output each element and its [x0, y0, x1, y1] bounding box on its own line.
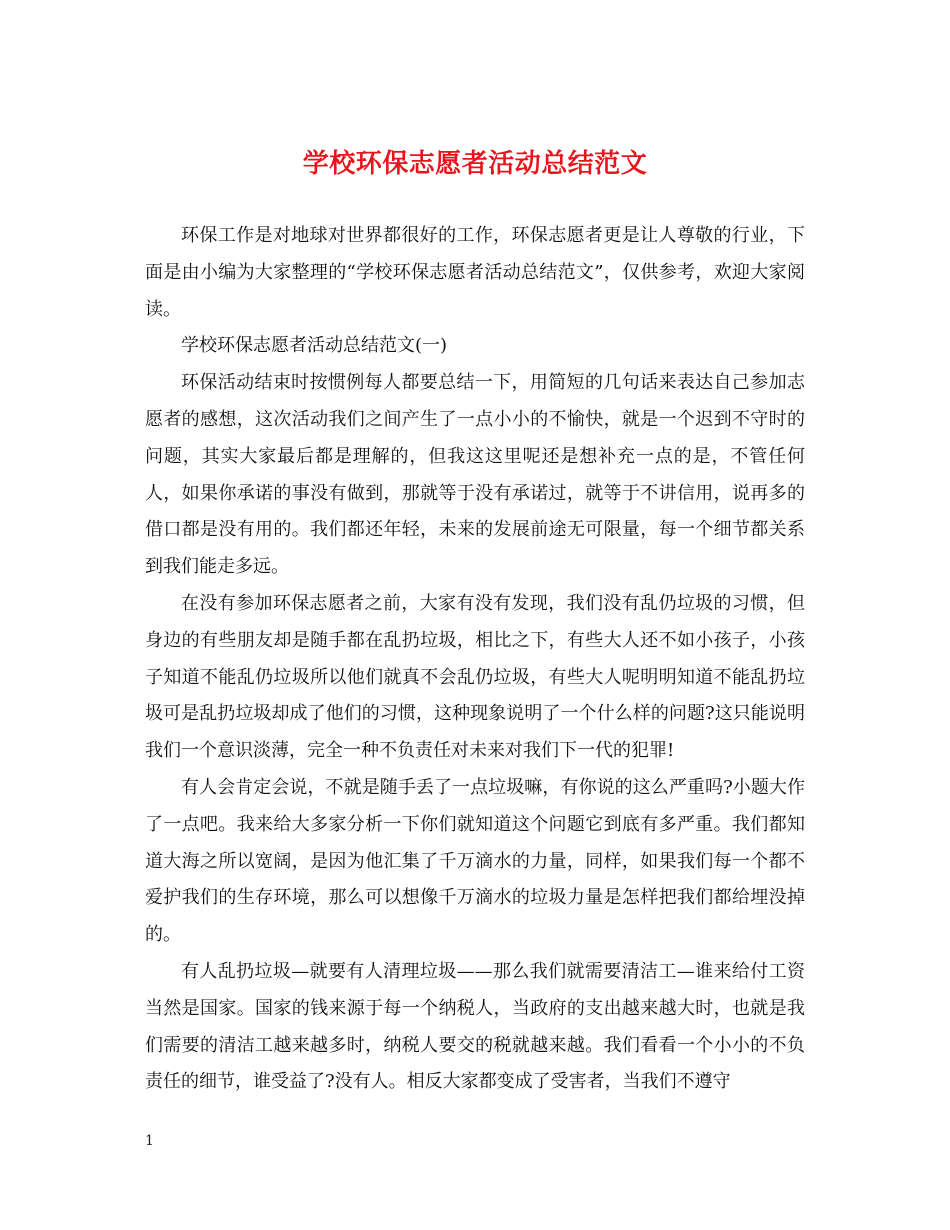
body-paragraph: 在没有参加环保志愿者之前，大家有没有发现，我们没有乱仍垃圾的习惯，但身边的有些朋友却是随手都在乱扔垃圾，相比之下，有些大人还不如小孩子，小孩子知道不能乱仍垃圾所以他们就真不会乱仍垃圾，有些大人呢明明知道不能乱扔垃圾可是乱扔垃圾却成了他们的习惯，这种现象说明了一个什么样的问题?这只能说明我们一个意识淡薄，完全一种不负责任对未来对我们下一代的犯罪!: [145, 592, 805, 762]
document-title: 学校环保志愿者活动总结范文: [302, 149, 648, 179]
body-paragraph: 环保活动结束时按惯例每人都要总结一下，用简短的几句话来表达自己参加志愿者的感想，这次活动我们之间产生了一点小小的不愉快，就是一个迟到不守时的问题，其实大家最后都是理解的，但我这这里呢还是想补充一点的是，不管任何人，如果你承诺的事没有做到，那就等于没有承诺过，就等于不讲信用，说再多的借口都是没有用的。我们都还年轻，未来的发展前途无可限量，每一个细节都关系到我们能走多远。: [145, 372, 805, 578]
intro-paragraph: 环保工作是对地球对世界都很好的工作，环保志愿者更是让人尊敬的行业，下面是由小编为大家整理的“学校环保志愿者活动总结范文”，仅供参考，欢迎大家阅读。: [145, 225, 805, 320]
body-paragraph: 有人乱扔垃圾—就要有人清理垃圾——那么我们就需要清洁工—谁来给付工资当然是国家。国家的钱来源于每一个纳税人，当政府的支出越来越大时，也就是我们需要的清洁工越来越多时，纳税人要交的税就越来越。我们看看一个小小的不负责任的细节，谁受益了?没有人。相反大家都变成了受害者，当我们不遵守: [145, 960, 805, 1093]
section-heading: 学校环保志愿者活动总结范文(一): [181, 335, 448, 357]
page-number: 1: [145, 1133, 154, 1149]
document-body: [145, 218, 805, 1101]
body-paragraph: 有人会肯定会说，不就是随手丢了一点垃圾嘛，有你说的这么严重吗?小题大作了一点吧。我来给大多家分析一下你们就知道这个问题它到底有多严重。我们都知道大海之所以宽阔，是因为他汇集了千万滴水的力量，同样，如果我们每一个都不爱护我们的生存环境，那么可以想像千万滴水的垃圾力量是怎样把我们都给埋没掉的。: [145, 776, 805, 946]
